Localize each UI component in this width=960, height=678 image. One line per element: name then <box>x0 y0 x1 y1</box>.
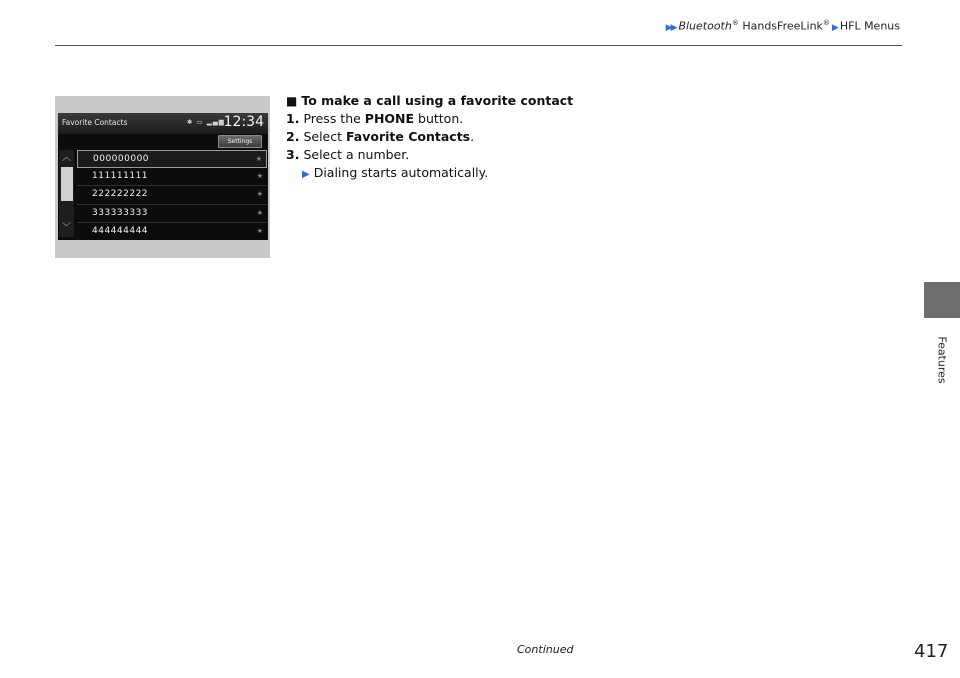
clock: 12:34 <box>223 114 264 130</box>
screen-figure <box>55 96 270 258</box>
status-icons <box>187 118 225 126</box>
step-1: 1. Press the PHONE button. <box>286 111 464 126</box>
result-arrow-icon: ▶ <box>302 169 310 180</box>
breadcrumb-part-2: HFL Menus <box>839 19 900 33</box>
contact-list <box>77 150 267 240</box>
contact-row[interactable]: 444444444 ★ <box>77 223 267 240</box>
contact-row[interactable]: 000000000 ★ <box>77 150 267 168</box>
page-number: 417 <box>914 641 949 662</box>
favorite-star-icon: ★ <box>256 190 263 198</box>
contact-row[interactable]: 111111111 ★ <box>77 168 267 187</box>
contact-row[interactable]: 222222222 ★ <box>77 186 267 205</box>
breadcrumb-arrow-icon: ▶ <box>831 22 837 33</box>
favorite-star-icon: ★ <box>255 155 262 163</box>
battery-icon: ▭ <box>196 118 204 126</box>
side-tab-marker <box>924 282 960 318</box>
step-3: 3. Select a number. <box>286 147 410 162</box>
section-heading: ■ To make a call using a favorite contact <box>286 93 574 108</box>
square-bullet-icon: ■ <box>286 94 298 108</box>
step-result: ▶ Dialing starts automatically. <box>302 165 489 180</box>
scroll-column <box>59 150 74 237</box>
signal-icon: ▂▄▆ <box>206 118 225 126</box>
breadcrumb-arrow-icon: ▶▶ <box>665 22 676 33</box>
bluetooth-icon: ✱ <box>187 118 194 126</box>
contact-row[interactable]: 333333333 ★ <box>77 205 267 224</box>
instructions <box>286 93 573 180</box>
scroll-down-icon[interactable]: ﹀ <box>61 223 71 233</box>
head-unit-screen <box>58 113 268 240</box>
scrollbar-thumb[interactable] <box>61 167 73 201</box>
breadcrumb-part-1: Bluetooth <box>678 19 732 33</box>
scroll-up-icon[interactable]: ︿ <box>61 153 71 163</box>
settings-button[interactable]: Settings <box>218 135 262 148</box>
screen-topbar <box>58 113 268 134</box>
step-2: 2. Select Favorite Contacts. <box>286 129 475 144</box>
header-rule <box>55 45 902 46</box>
favorite-star-icon: ★ <box>256 227 263 235</box>
continued-label: Continued <box>517 643 574 656</box>
favorite-star-icon: ★ <box>256 171 263 180</box>
favorite-star-icon: ★ <box>256 208 263 217</box>
screen-title: Favorite Contacts <box>62 118 128 127</box>
breadcrumb: ▶▶ Bluetooth® HandsFreeLink® ▶ HFL Menus <box>665 19 900 33</box>
side-tab-label: Features <box>935 336 949 384</box>
